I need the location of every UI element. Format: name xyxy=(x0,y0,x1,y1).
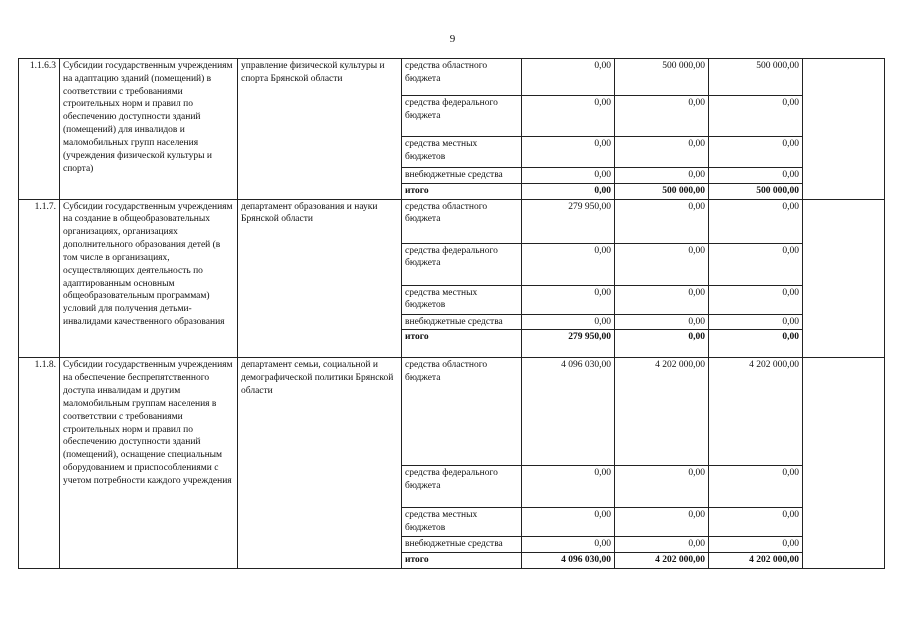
amount-2: 0,00 xyxy=(615,168,709,184)
amount-2: 0,00 xyxy=(615,314,709,330)
amount-3: 0,00 xyxy=(709,330,803,358)
amount-1: 0,00 xyxy=(522,168,615,184)
funding-source: средства областного бюджета xyxy=(402,59,522,96)
amount-2: 0,00 xyxy=(615,243,709,285)
amount-1: 0,00 xyxy=(522,466,615,508)
amount-2: 4 202 000,00 xyxy=(615,553,709,569)
empty-column xyxy=(803,358,885,569)
item-description: Субсидии государственным учреждениям на адаптацию зданий (помещений) в соответствии с требованиями строительных норм и правил по обеспечению доступности зданий (помещений) для инвалидов и маломобильных групп населения (учреждения физической культуры и спорта) xyxy=(60,59,238,200)
amount-1: 279 950,00 xyxy=(522,199,615,243)
amount-1: 4 096 030,00 xyxy=(522,358,615,466)
amount-1: 0,00 xyxy=(522,508,615,537)
amount-2: 500 000,00 xyxy=(615,59,709,96)
budget-table xyxy=(18,58,885,569)
amount-3: 4 202 000,00 xyxy=(709,358,803,466)
amount-3: 0,00 xyxy=(709,137,803,168)
empty-column xyxy=(803,59,885,200)
funding-source: средства областного бюджета xyxy=(402,199,522,243)
funding-source: средства местных бюджетов xyxy=(402,285,522,314)
amount-3: 0,00 xyxy=(709,243,803,285)
amount-2: 0,00 xyxy=(615,330,709,358)
item-description: Субсидии государственным учреждениям на обеспечение беспрепятственного доступа инвалидам и другим маломобильным группам населения в соответствии с требованиями строительных норм и правил по обеспечению доступности зданий (помещений), оснащение специальным оборудованием и приспособлениями с учетом потребности каждого учреждения xyxy=(60,358,238,569)
funding-source-total: итого xyxy=(402,553,522,569)
funding-source: внебюджетные средства xyxy=(402,314,522,330)
amount-2: 0,00 xyxy=(615,137,709,168)
page-number: 9 xyxy=(449,33,456,45)
amount-1: 279 950,00 xyxy=(522,330,615,358)
item-description: Субсидии государственным учреждениям на создание в общеобразовательных организациях, организациях дополнительного образования детей (в том числе в организациях, осуществляющих деятельность по адаптированным основным общеобразовательным программам) условий для получения детьми-инвалидами качественного образования xyxy=(60,199,238,358)
amount-3: 4 202 000,00 xyxy=(709,553,803,569)
amount-2: 0,00 xyxy=(615,96,709,137)
amount-2: 500 000,00 xyxy=(615,183,709,199)
item-code: 1.1.6.3 xyxy=(19,59,60,200)
funding-source: средства областного бюджета xyxy=(402,358,522,466)
amount-1: 4 096 030,00 xyxy=(522,553,615,569)
funding-source-total: итого xyxy=(402,183,522,199)
amount-2: 0,00 xyxy=(615,466,709,508)
funding-source: внебюджетные средства xyxy=(402,168,522,184)
amount-1: 0,00 xyxy=(522,285,615,314)
empty-column xyxy=(803,199,885,358)
amount-1: 0,00 xyxy=(522,537,615,553)
amount-1: 0,00 xyxy=(522,96,615,137)
funding-source: средства местных бюджетов xyxy=(402,137,522,168)
item-executor: управление физической культуры и спорта Брянской области xyxy=(238,59,402,200)
funding-source: средства федерального бюджета xyxy=(402,243,522,285)
amount-3: 0,00 xyxy=(709,537,803,553)
table-row xyxy=(19,59,885,96)
amount-2: 0,00 xyxy=(615,199,709,243)
item-executor: департамент семьи, социальной и демографической политики Брянской области xyxy=(238,358,402,569)
amount-3: 0,00 xyxy=(709,285,803,314)
amount-3: 0,00 xyxy=(709,96,803,137)
amount-3: 0,00 xyxy=(709,508,803,537)
funding-source-total: итого xyxy=(402,330,522,358)
amount-1: 0,00 xyxy=(522,314,615,330)
amount-2: 0,00 xyxy=(615,508,709,537)
funding-source: средства местных бюджетов xyxy=(402,508,522,537)
amount-3: 0,00 xyxy=(709,314,803,330)
amount-3: 0,00 xyxy=(709,199,803,243)
amount-1: 0,00 xyxy=(522,59,615,96)
amount-3: 500 000,00 xyxy=(709,59,803,96)
amount-2: 4 202 000,00 xyxy=(615,358,709,466)
amount-1: 0,00 xyxy=(522,137,615,168)
item-code: 1.1.8. xyxy=(19,358,60,569)
table-row xyxy=(19,199,885,243)
table-row xyxy=(19,358,885,466)
amount-2: 0,00 xyxy=(615,537,709,553)
amount-1: 0,00 xyxy=(522,243,615,285)
amount-3: 0,00 xyxy=(709,466,803,508)
funding-source: внебюджетные средства xyxy=(402,537,522,553)
amount-3: 0,00 xyxy=(709,168,803,184)
amount-2: 0,00 xyxy=(615,285,709,314)
funding-source: средства федерального бюджета xyxy=(402,466,522,508)
item-executor: департамент образования и науки Брянской области xyxy=(238,199,402,358)
amount-3: 500 000,00 xyxy=(709,183,803,199)
funding-source: средства федерального бюджета xyxy=(402,96,522,137)
item-code: 1.1.7. xyxy=(19,199,60,358)
amount-1: 0,00 xyxy=(522,183,615,199)
